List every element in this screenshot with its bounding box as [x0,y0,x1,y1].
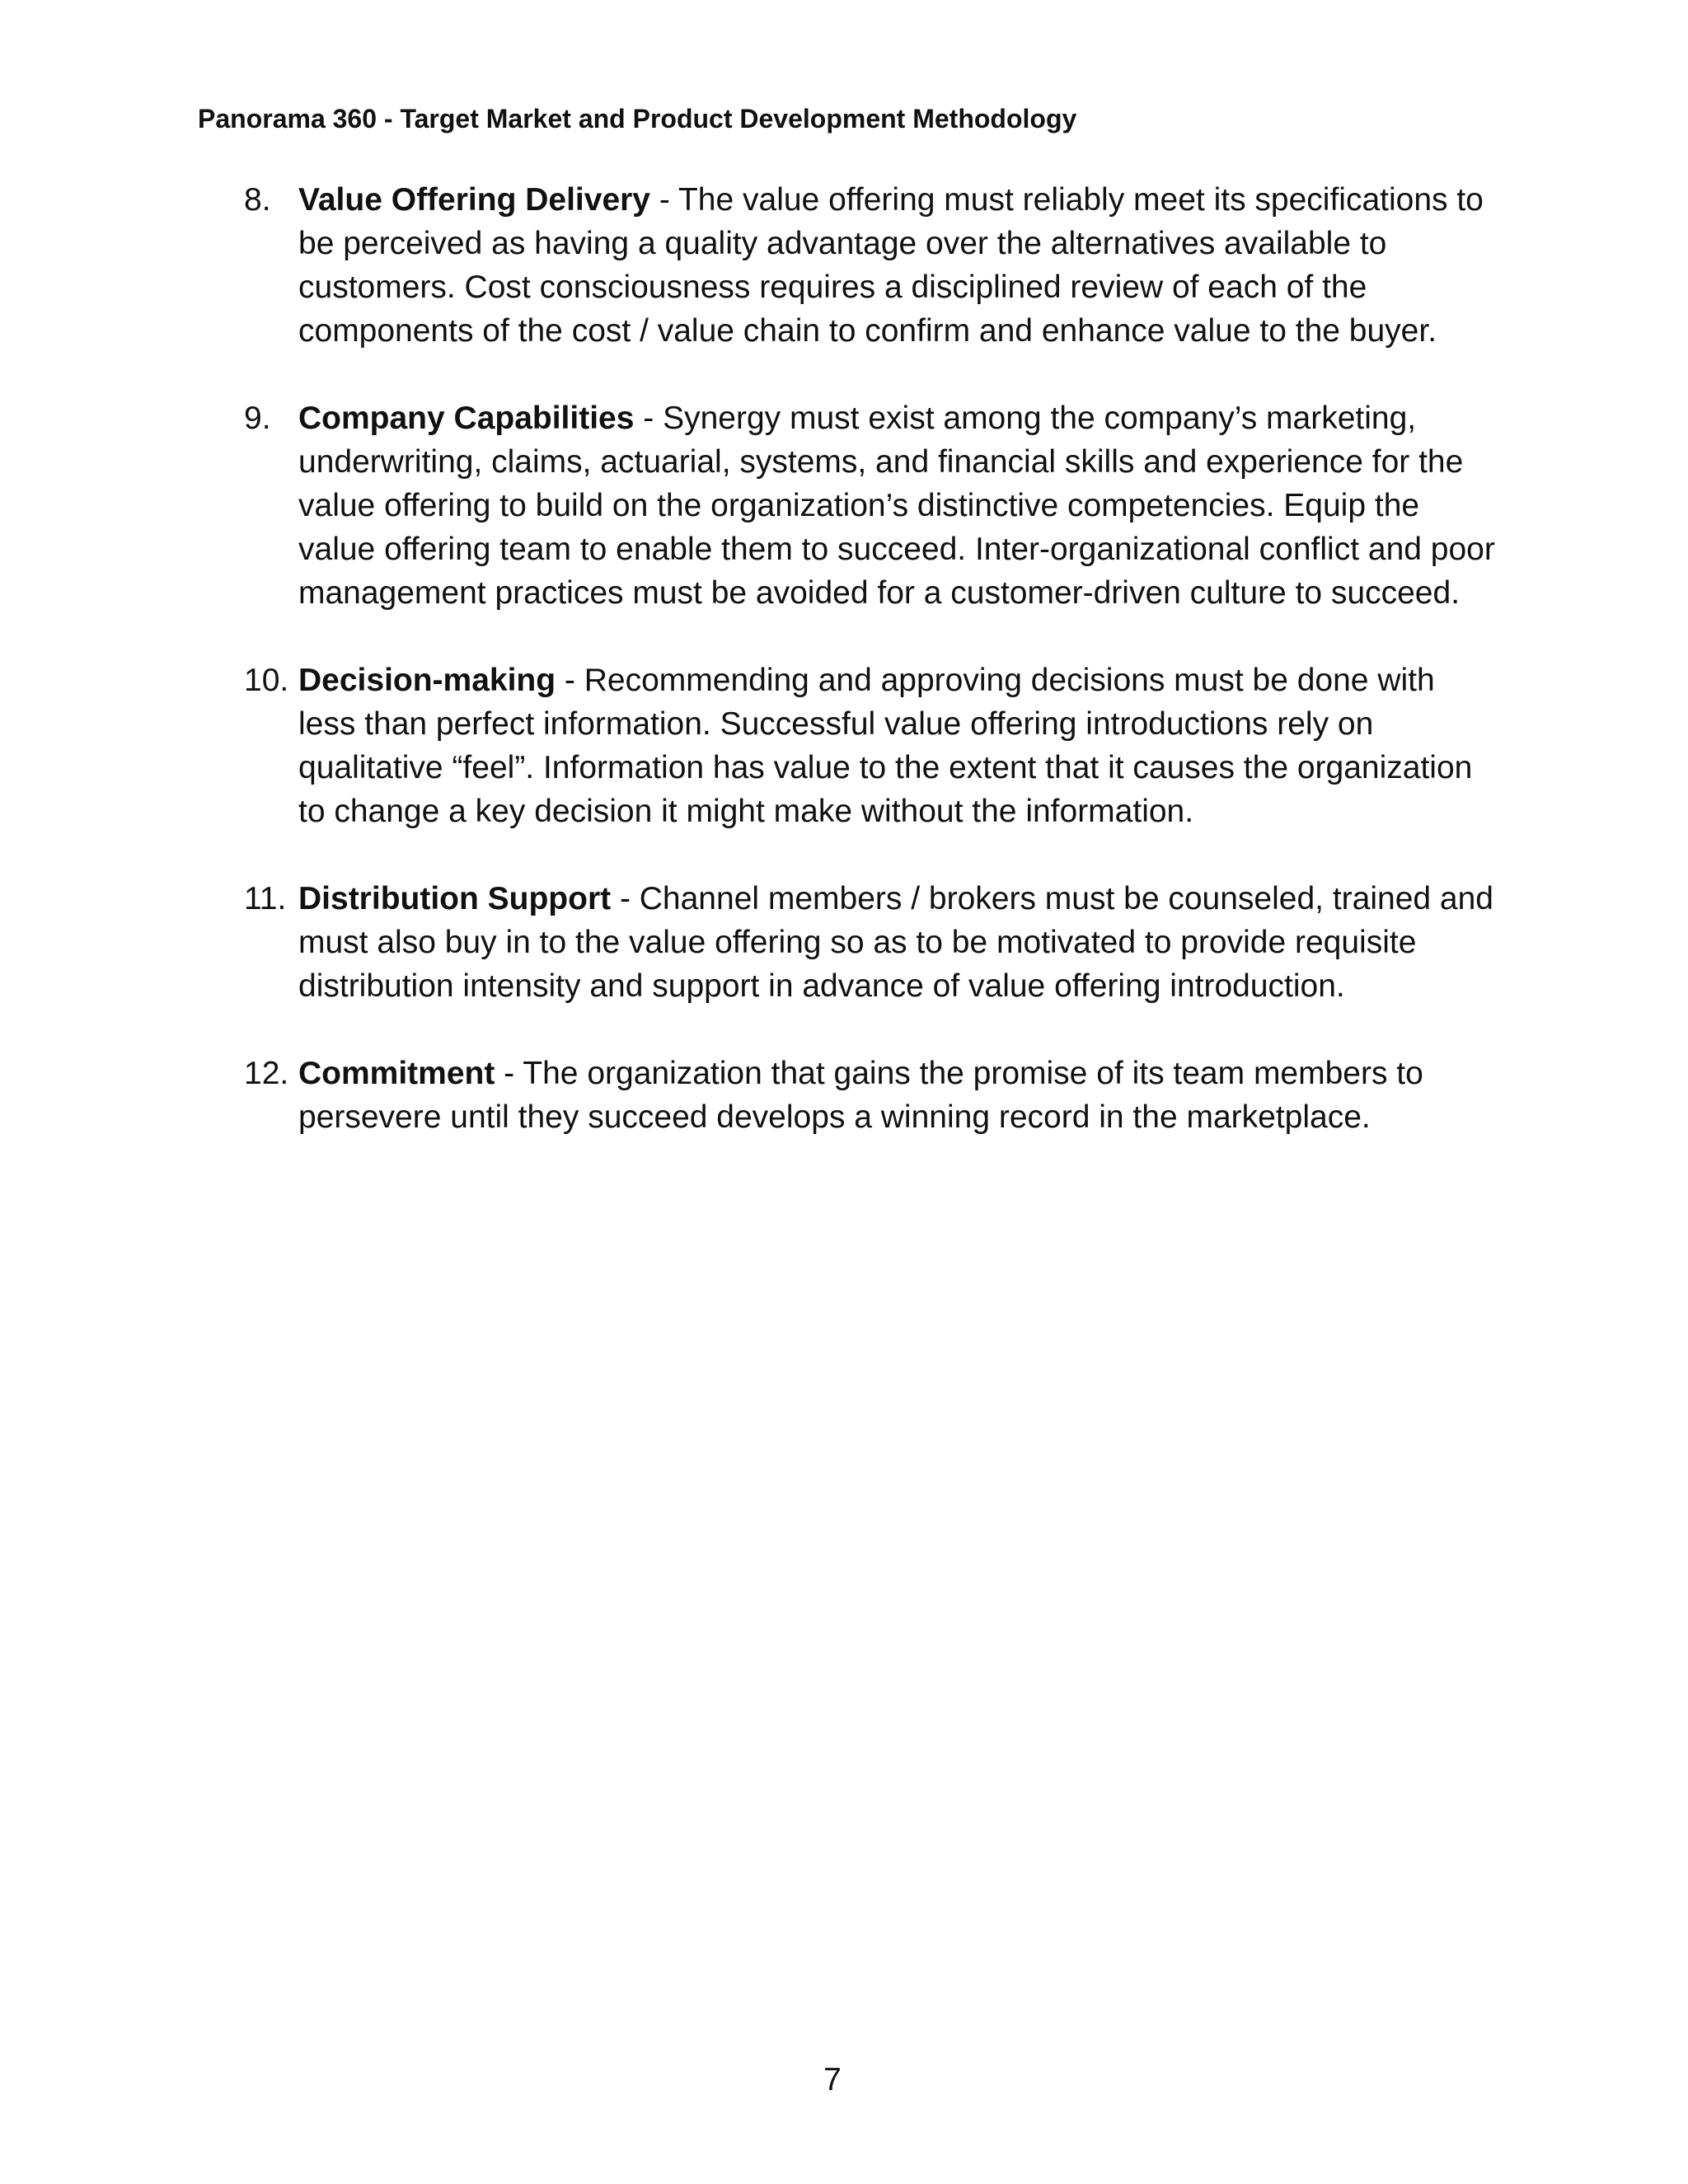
list-term: Commitment [298,1056,495,1091]
page-header: Panorama 360 - Target Market and Product Development Methodology [198,104,1077,134]
list-item [244,1052,1497,1139]
list-number: 10. [244,663,289,698]
list-term: Value Offering Delivery [298,182,651,218]
list-number: 8. [244,182,271,218]
list-item [244,877,1497,1008]
list-term: Distribution Support [298,881,612,916]
list-description: - Recommending and approving decisions must be done with less than perfect information. Successful value offering introductions rely on qualitative “feel”. Information has value to the extent that it causes the organization to change a key decision it might make without the information. [298,663,1473,829]
list-description: - The value offering must reliably meet its specifications to be perceived as having a quality advantage over the alternatives available to customers. Cost consciousness requires a disciplined review of each of the components of the cost / value chain to confirm and enhance value to the buyer. [298,182,1484,349]
list-number: 9. [244,401,271,436]
list-number: 11. [244,881,287,916]
list-description: - Synergy must exist among the company’s marketing, underwriting, claims, actuarial, systems, and financial skills and experience for the value offering to build on the organization’s distinctive competencies. Equip the value offering team to enable them to succeed. Inter-organizational conflict and poor management practices must be avoided for a customer-driven culture to succeed. [298,401,1495,611]
list-term: Company Capabilities [298,401,635,436]
list-number: 12. [244,1056,289,1091]
page-number: 7 [823,2062,842,2097]
list-item [244,658,1497,833]
list-description: - The organization that gains the promise of its team members to persevere until they succeed develops a winning record in the marketplace. [298,1056,1423,1135]
numbered-list [244,178,1497,1139]
list-item [244,178,1497,353]
list-term: Decision-making [298,663,556,698]
list-description: - Channel members / brokers must be counseled, trained and must also buy in to the value offering so as to be motivated to provide requisite distribution intensity and support in advance of value offering introduction. [298,881,1493,1004]
list-item [244,396,1497,615]
